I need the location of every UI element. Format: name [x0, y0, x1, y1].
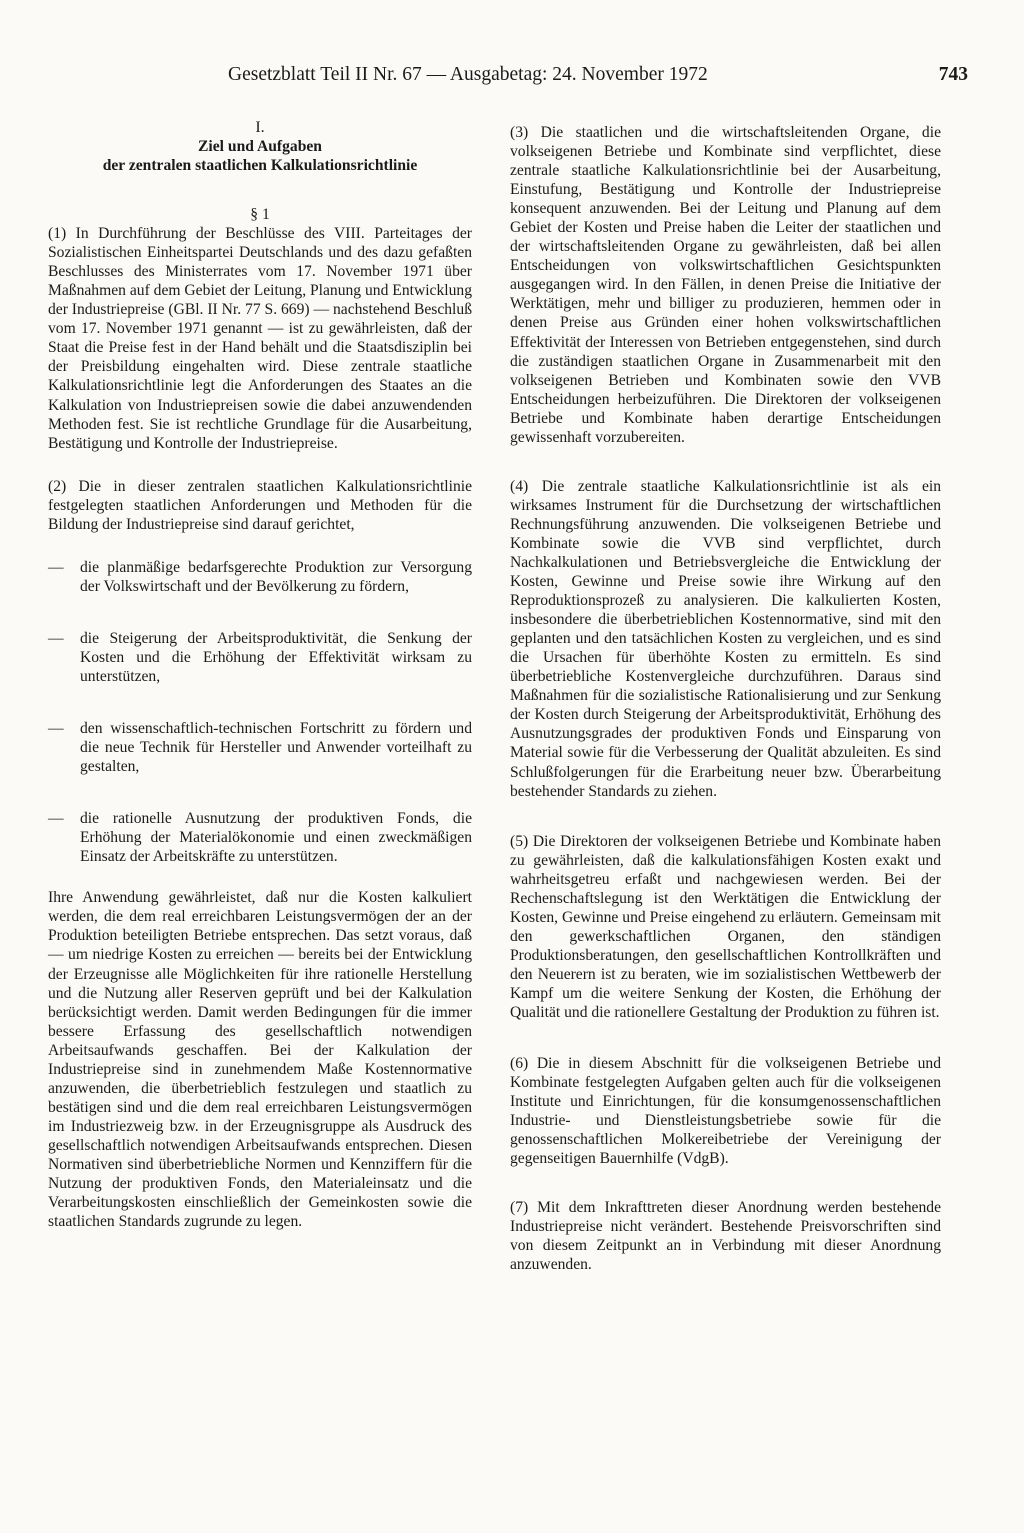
page-number: 743	[938, 64, 968, 85]
left-paragraph-3: Ihre Anwendung gewährleistet, daß nur die Kosten kalkuliert werden, die dem real erreichbaren Leistungsvermögen der an der Produktion beteiligten Betriebe entsprechen. Das setzt voraus, daß — um niedrige Kosten zu erreichen — bereits bei der Entwicklung der Erzeugnisse alle Möglichkeiten für ihre rationelle Herstellung und die Nutzung aller Reserven geprüft und bei der Kalkulation berücksichtigt werden. Damit werden Bedingungen für die immer bessere Erfassung des gesellschaftlich notwendigen Arbeitsaufwands geschaffen. Bei der Kalkulation der Industriepreise sind in zunehmendem Maße Kostennormative anzuwenden, die überbetrieblich festzulegen und staatlich zu bestätigen sind und die dem real erreichbaren Leistungsvermögen im Industriezweig bzw. in der Erzeugnisgruppe als Ausdruck des gesellschaftlich notwendigen Arbeitsaufwands entsprechen. Diesen Normativen sind überbetriebliche Normen und Kennziffern für die Nutzung der produktiven Fonds, den Materialeinsatz und die Verarbeitungskosten einschließlich der Gemeinkosten sowie die staatlichen Standards zugrunde zu legen.	[48, 889, 472, 1231]
dash-marker: —	[48, 720, 64, 738]
list-item	[48, 809, 472, 866]
page-header	[228, 62, 968, 88]
list-item-text: die planmäßige bedarfsgerechte Produktion zur Versorgung der Volkswirtschaft und der Bevölkerung zu fördern,	[80, 558, 472, 595]
list-item-text: die rationelle Ausnutzung der produktiven Fonds, die Erhöhung der Materialökonomie und einen zweckmäßigen Einsatz der Arbeitskräfte zu unterstützen.	[80, 810, 472, 866]
section-title	[48, 137, 472, 175]
right-paragraph-3: (3) Die staatlichen und die wirtschaftsleitenden Organe, die volkseigenen Betriebe und Kombinate sind verpflichtet, diese zentrale staatliche Kalkulationsrichtlinie bei der Ausarbeitung, Einstufung, Bestätigung und Kontrolle der Industriepreise konsequent anzuwenden. Bei der Leitung und Planung auf dem Gebiet der Kosten und Preise haben die Leiter der staatlichen und der wirtschaftsleitenden Organe zu gewährleisten, daß bei allen Entscheidungen von volkswirtschaftlichen Gesichtspunkten ausgegangen wird. In den Fällen, in denen Preise die Initiative der Werktätigen, mehr und billiger zu produzieren, hemmen oder in denen Preise aus Gründen einer hohen volkswirtschaftlichen Effektivität der Interessen von Betrieben entgegenstehen, sind durch die zuständigen staatlichen Organe in Zusammenarbeit mit den volkseigenen Betrieben und Kombinaten sowie den VVB Entscheidungen herbeizuführen. Die Direktoren der volkseigenen Betriebe und Kombinate haben derartige Entscheidungen gewissenhaft vorzubereiten.	[510, 124, 941, 446]
dash-marker: —	[48, 810, 64, 828]
dash-marker: —	[48, 629, 64, 647]
left-paragraph-1: (1) In Durchführung der Beschlüsse des VIII. Parteitages der Sozialistischen Einheitspartei Deutschlands und des dazu gefaßten Beschlusses des Ministerrates vom 17. November 1971 über Maßnahmen auf dem Gebiet der Leitung, Planung und Entwicklung der Industriepreise (GBl. II Nr. 77 S. 669) — nachstehend Beschluß vom 17. November 1971 genannt — ist zu gewährleisten, daß der Staat die Preise fest in der Hand behält und die Staatsdisziplin bei der Preisbildung eingehalten wird. Diese zentrale staatliche Kalkulationsrichtlinie legt die Anforderungen des Staates an die Kalkulation von Industriepreisen sowie die dabei anzuwendenden Methoden fest. Sie ist rechtliche Grundlage für die Ausarbeitung, Bestätigung und Kontrolle der Industriepreise.	[48, 225, 472, 452]
right-column	[510, 123, 941, 1275]
list-item	[48, 629, 472, 686]
list-item	[48, 719, 472, 776]
section-title-line-2: der zentralen staatlichen Kalkulationsrichtlinie	[102, 157, 418, 175]
right-paragraph-4: (4) Die zentrale staatliche Kalkulationsrichtlinie ist als ein wirksames Instrument für die Durchsetzung der wirtschaftlichen Rechnungsführung anzuwenden. Die volkseigenen Betriebe und Kombinate sowie die VVB sind verpflichtet, durch Nachkalkulationen und Betriebsvergleiche die Entwicklung der Kosten, Gewinne und Preise sowie ihre Wirkung auf den Reproduktionsprozeß zu analysieren. Die kalkulierten Kosten, insbesondere die überbetrieblichen Kostennormative, sind mit den geplanten und den tatsächlichen Kosten zu vergleichen, und es sind die Ursachen für überhöhte Kosten zu ermitteln. Es sind überbetriebliche Kostenvergleiche durchzuführen. Daraus sind Maßnahmen für die sozialistische Rationalisierung und zur Senkung der Kosten durch Steigerung der Arbeitsproduktivität, Erhöhung des Ausnutzungsgrades der produktiven Fonds und Einsparung von Material sowie für die Verbesserung der Qualität abzuleiten. Es sind Schlußfolgerungen für die Erarbeitung neuer bzw. Überarbeitung bestehender Standards zu ziehen.	[510, 477, 941, 800]
right-paragraph-6: (6) Die in diesem Abschnitt für die volkseigenen Betriebe und Kombinate festgelegten Aufgaben gelten auch für die volkseigenen Institute und Einrichtungen, für die konsumgenossenschaftlichen Industrie- und Dienstleistungsbetriebe sowie für die genossenschaftlichen Molkereibetriebe der Vereinigung der gegenseitigen Bauernhilfe (VdgB).	[510, 1055, 941, 1168]
right-paragraph-5: (5) Die Direktoren der volkseigenen Betriebe und Kombinate haben zu gewährleisten, daß die kalkulationsfähigen Kosten exakt und wahrheitsgetreu erfaßt und nachgewiesen werden. Bei der Rechenschaftslegung ist den Werktätigen die Entwicklung der Kosten, Gewinne und Preise eingehend zu erläutern. Gemeinsam mit den gewerkschaftlichen Organen, den ständigen Produktionsberatungen, den gesellschaftlichen Kontrollkräften und den Neuerern ist zu beraten, wie im sozialistischen Wettbewerb der Kampf um die weitere Senkung der Kosten, die Erhöhung der Qualität und die rationellere Gestaltung der Produktion zu führen ist.	[510, 832, 941, 1022]
left-column	[48, 118, 472, 1231]
paragraph-sign: § 1	[250, 206, 270, 224]
list-item-text: die Steigerung der Arbeitsproduktivität, die Senkung der Kosten und die Erhöhung der Effektivität wirksam zu unterstützen,	[80, 629, 472, 685]
section-number: I.	[255, 119, 265, 136]
dash-marker: —	[48, 558, 64, 576]
list-item	[48, 558, 472, 596]
right-paragraph-7: (7) Mit dem Inkrafttreten dieser Anordnung werden bestehende Industriepreise nicht verändert. Bestehende Preisvorschriften sind von diesem Zeitpunkt an in Verbindung mit dieser Anordnung anzuwenden.	[510, 1199, 941, 1274]
header-title: Gesetzblatt Teil II Nr. 67 — Ausgabetag: 24. November 1972	[228, 64, 708, 85]
left-paragraph-2: (2) Die in dieser zentralen staatlichen Kalkulationsrichtlinie festgelegten staatlichen Anforderungen und Methoden für die Bildung der Industriepreise sind darauf gerichtet,	[48, 477, 472, 533]
list-item-text: den wissenschaftlich-technischen Fortschritt zu fördern und die neue Technik für Hersteller und Anwender vorteilhaft zu gestalten,	[80, 720, 472, 776]
section-title-line-1: Ziel und Aufgaben	[198, 138, 322, 156]
objectives-list	[48, 558, 472, 867]
